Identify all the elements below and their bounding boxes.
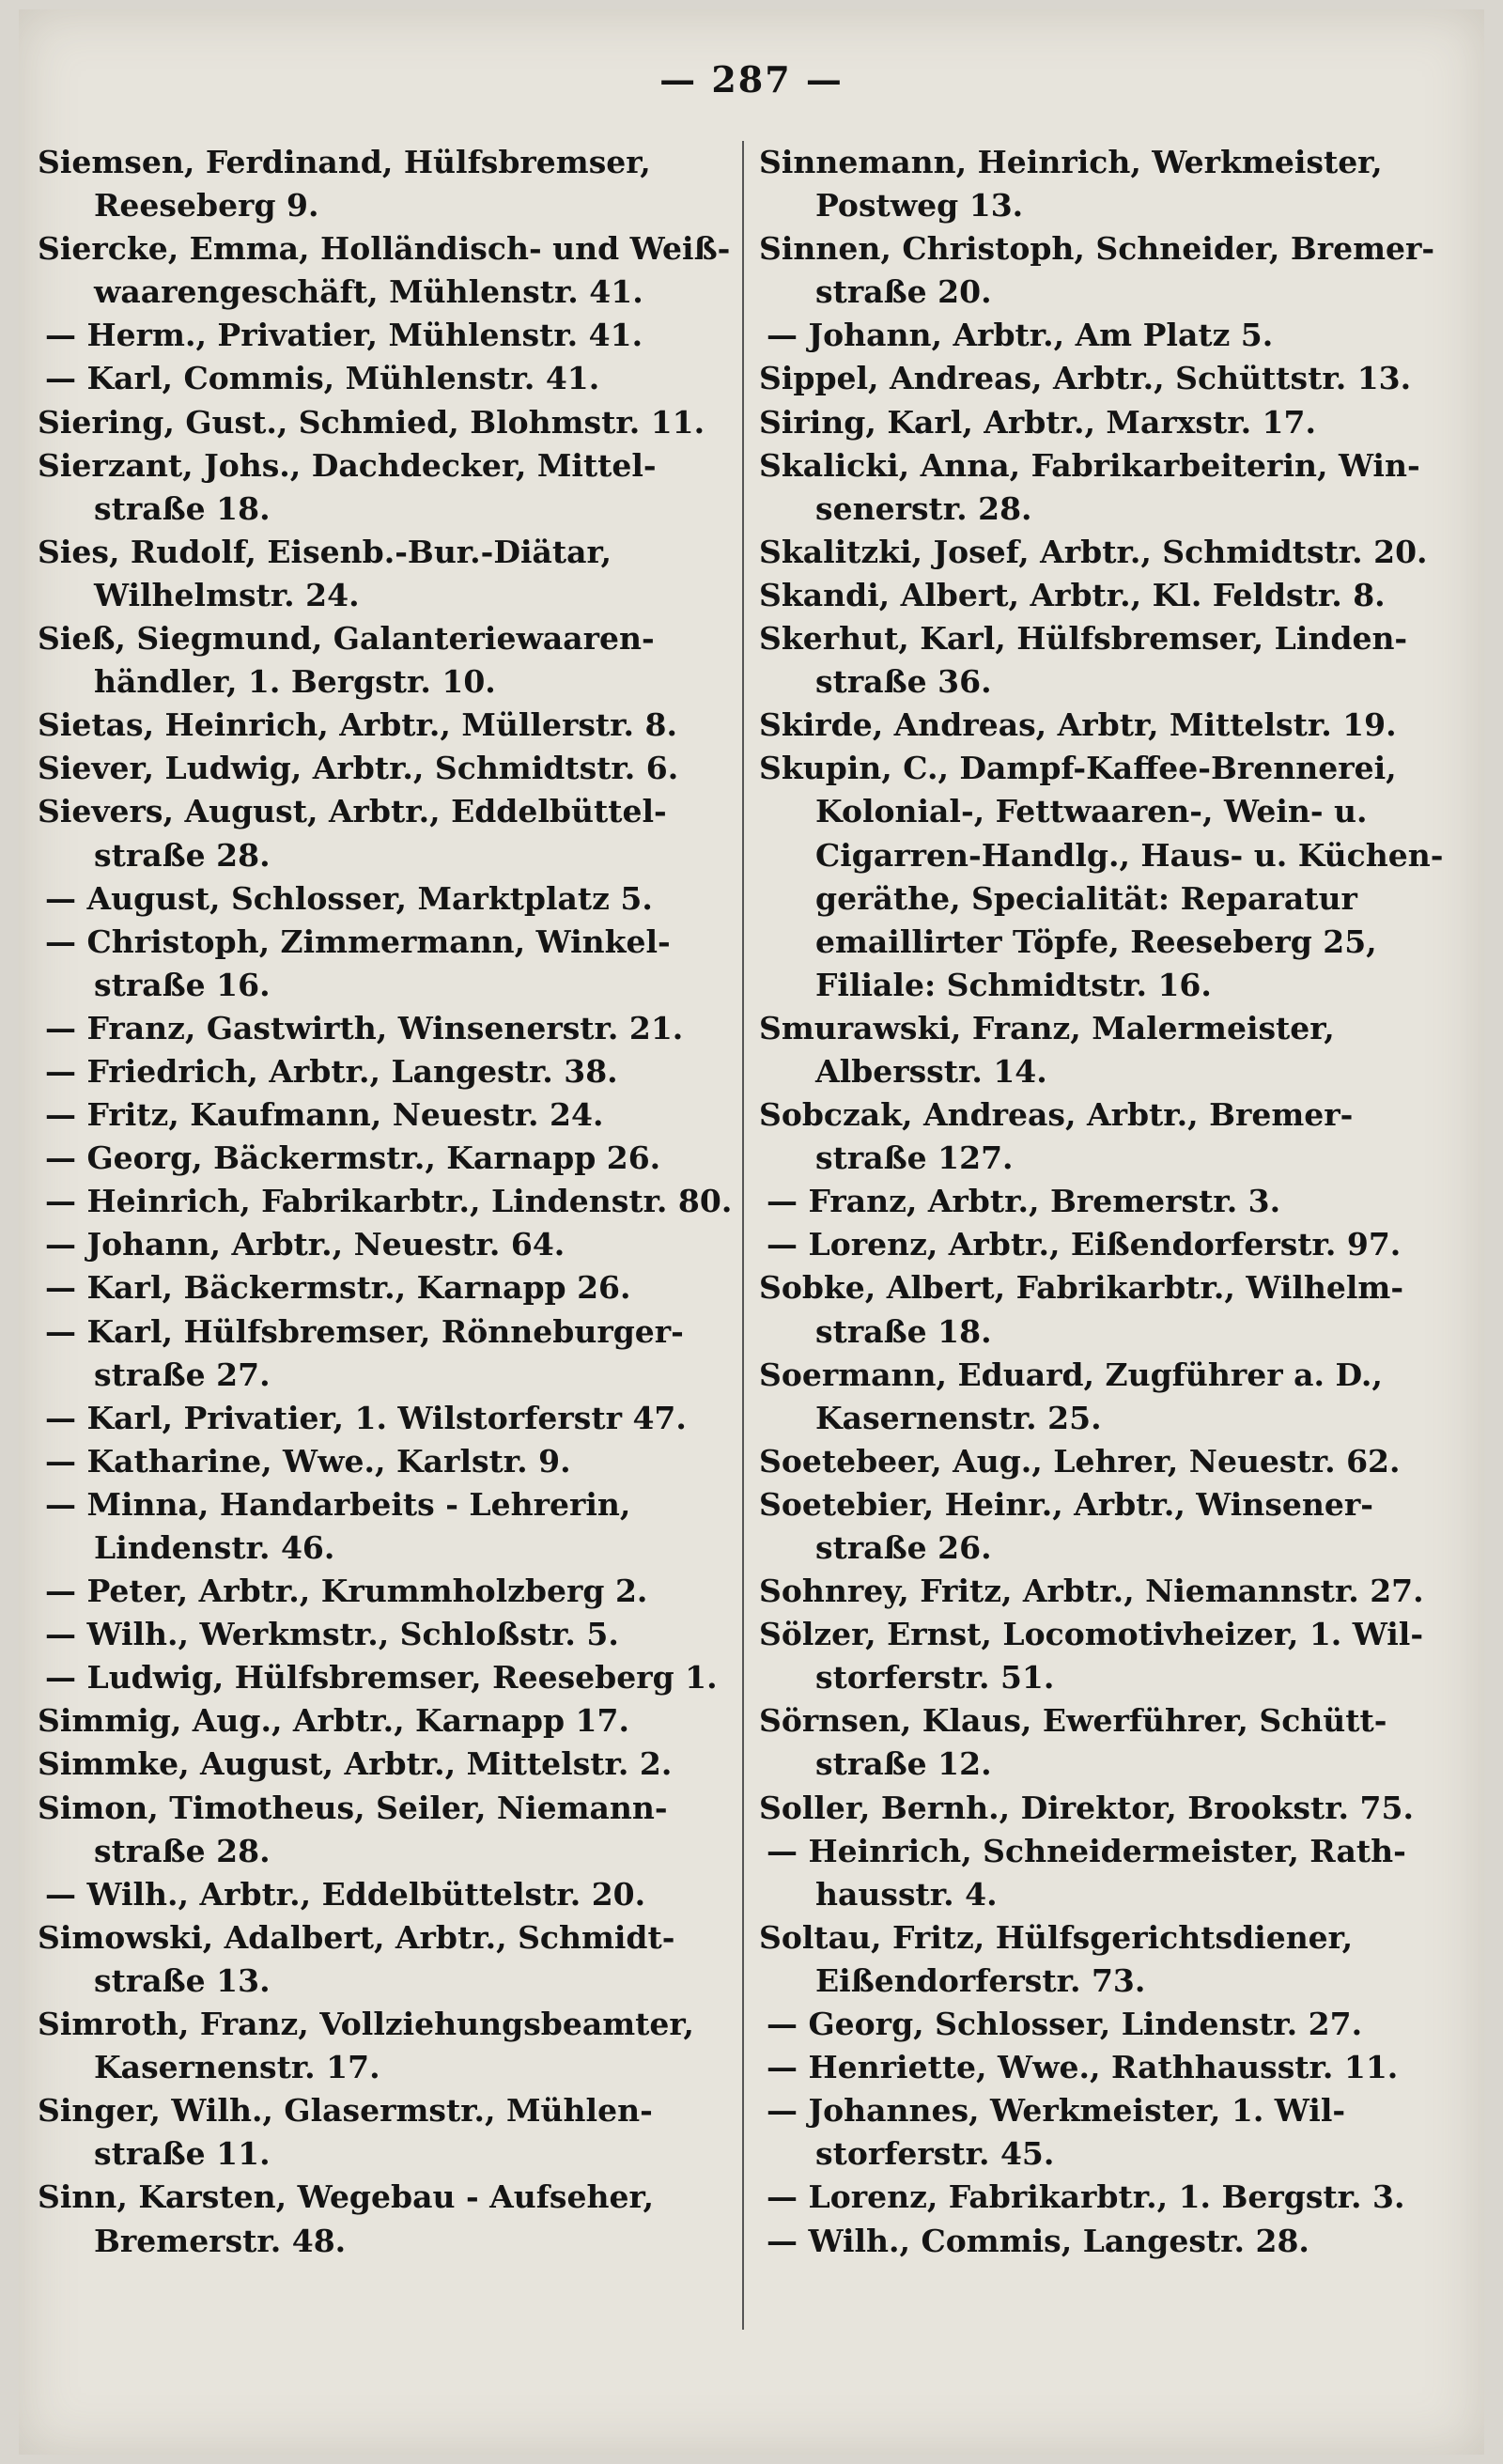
directory-entry: [38, 704, 737, 747]
entry-line: Sohnrey, Fritz, Arbtr., Niemannstr. 27.: [759, 1573, 1424, 1610]
directory-entry: [38, 444, 737, 531]
entry-continuation-line: Wilhelmstr. 24.: [94, 576, 360, 613]
entry-continuation-line: geräthe, Specialität: Reparatur: [815, 879, 1357, 917]
directory-entry: [759, 1787, 1482, 1830]
entry-line: Skalicki, Anna, Fabrikarbeiterin, Win-: [759, 446, 1420, 484]
entry-continuation-line: Bremerstr. 48.: [94, 2222, 347, 2259]
entry-line: Siever, Ludwig, Arbtr., Schmidtstr. 6.: [38, 750, 679, 787]
directory-entry: [38, 401, 737, 444]
entry-line: Sinnemann, Heinrich, Werkmeister,: [759, 144, 1383, 180]
directory-entry: [759, 617, 1482, 704]
entry-continuation-line: Reeseberg 9.: [94, 187, 319, 225]
left-column: [38, 141, 737, 2263]
entry-line: Soetebier, Heinr., Arbtr., Winsener-: [759, 1485, 1373, 1523]
entry-line: Simowski, Adalbert, Arbtr., Schmidt-: [38, 1918, 675, 1956]
entry-continuation-line: straße 127.: [815, 1139, 1014, 1177]
entry-line: Sippel, Andreas, Arbtr., Schüttstr. 13.: [759, 360, 1412, 397]
entry-continuation-line: Albersstr. 14.: [815, 1052, 1047, 1090]
entry-line: Skupin, C., Dampf-Kaffee-Brennerei,: [759, 750, 1397, 787]
entry-continuation-line: Kasernenstr. 17.: [94, 2049, 380, 2086]
directory-subentry: [38, 1007, 737, 1050]
directory-entry: [759, 444, 1482, 531]
directory-entry: [38, 141, 737, 227]
entry-line: — Karl, Hülfsbremser, Rönneburger-: [45, 1312, 684, 1350]
entry-line: — Christoph, Zimmermann, Winkel-: [45, 922, 671, 960]
entry-line: — Karl, Bäckermstr., Karnapp 26.: [45, 1269, 631, 1307]
directory-subentry: [759, 2176, 1482, 2219]
directory-subentry: [38, 1137, 737, 1180]
right-column: [759, 141, 1482, 2263]
entry-line: — Franz, Gastwirth, Winsenerstr. 21.: [45, 1009, 684, 1046]
entry-line: Simroth, Franz, Vollziehungsbeamter,: [38, 2006, 694, 2043]
directory-entry: [759, 1916, 1482, 2003]
directory-entry: [759, 227, 1482, 314]
directory-subentry: [38, 1873, 737, 1916]
directory-subentry: [759, 2046, 1482, 2089]
entry-line: Soller, Bernh., Direktor, Brookstr. 75.: [759, 1789, 1414, 1826]
entry-line: — Ludwig, Hülfsbremser, Reeseberg 1.: [45, 1659, 718, 1697]
directory-entry: [38, 1699, 737, 1743]
entry-line: — Johann, Arbtr., Neuestr. 64.: [45, 1226, 566, 1263]
directory-subentry: [759, 2089, 1482, 2176]
entry-line: Skerhut, Karl, Hülfsbremser, Linden-: [759, 620, 1408, 658]
entry-line: Soermann, Eduard, Zugführer a. D.,: [759, 1356, 1383, 1393]
directory-entry: [759, 1699, 1482, 1786]
entry-line: — Johann, Arbtr., Am Platz 5.: [767, 317, 1274, 354]
directory-entry: [38, 617, 737, 704]
directory-subentry: [759, 2220, 1482, 2263]
directory-page: [19, 9, 1484, 2455]
entry-continuation-line: straße 13.: [94, 1961, 271, 1999]
entry-continuation-line: Kolonial-, Fettwaaren-, Wein- u.: [815, 793, 1368, 830]
entry-line: — Georg, Schlosser, Lindenstr. 27.: [767, 2006, 1363, 2043]
entry-line: — Wilh., Arbtr., Eddelbüttelstr. 20.: [45, 1875, 646, 1913]
entry-line: Soltau, Fritz, Hülfsgerichtsdiener,: [759, 1918, 1354, 1956]
entry-line: Sobke, Albert, Fabrikarbtr., Wilhelm-: [759, 1269, 1404, 1307]
directory-subentry: [759, 1830, 1482, 1916]
entry-continuation-line: straße 26.: [815, 1529, 992, 1566]
entry-line: — Wilh., Werkmstr., Schloßstr. 5.: [45, 1616, 619, 1653]
directory-entry: [38, 747, 737, 790]
directory-subentry: [38, 1266, 737, 1309]
entry-line: — Heinrich, Schneidermeister, Rath-: [767, 1832, 1406, 1869]
directory-entry: [759, 574, 1482, 617]
directory-subentry: [759, 2003, 1482, 2046]
directory-entry: [38, 1916, 737, 2003]
entry-line: Sietas, Heinrich, Arbtr., Müllerstr. 8.: [38, 706, 677, 744]
entry-line: Sievers, August, Arbtr., Eddelbüttel-: [38, 793, 667, 830]
entry-line: Sierzant, Johs., Dachdecker, Mittel-: [38, 446, 657, 484]
entry-continuation-line: Filiale: Schmidtstr. 16.: [815, 966, 1212, 1003]
directory-entry: [38, 1787, 737, 1873]
entry-line: — Heinrich, Fabrikarbtr., Lindenstr. 80.: [45, 1183, 733, 1220]
entry-line: — Henriette, Wwe., Rathhausstr. 11.: [767, 2049, 1399, 2086]
entry-line: Soetebeer, Aug., Lehrer, Neuestr. 62.: [759, 1442, 1401, 1480]
entry-line: — Minna, Handarbeits - Lehrerin,: [45, 1485, 631, 1523]
entry-continuation-line: storferstr. 51.: [815, 1659, 1055, 1697]
directory-subentry: [759, 314, 1482, 357]
directory-subentry: [38, 357, 737, 400]
entry-continuation-line: senerstr. 28.: [815, 489, 1032, 527]
entry-line: Sinnen, Christoph, Schneider, Bremer-: [759, 230, 1435, 268]
entry-line: — Katharine, Wwe., Karlstr. 9.: [45, 1442, 571, 1480]
directory-subentry: [38, 1397, 737, 1440]
entry-line: — Karl, Commis, Mühlenstr. 41.: [45, 360, 600, 397]
entry-continuation-line: straße 12.: [815, 1745, 992, 1783]
entry-continuation-line: händler, 1. Bergstr. 10.: [94, 663, 496, 701]
entry-line: Sinn, Karsten, Wegebau - Aufseher,: [38, 2178, 654, 2216]
entry-line: Simmke, August, Arbtr., Mittelstr. 2.: [38, 1745, 673, 1783]
directory-entry: [759, 1613, 1482, 1699]
entry-line: Siemsen, Ferdinand, Hülfsbremser,: [38, 144, 651, 180]
directory-entry: [759, 531, 1482, 574]
directory-entry: [38, 2089, 737, 2176]
entry-continuation-line: Lindenstr. 46.: [94, 1529, 335, 1566]
entry-line: Sieß, Siegmund, Galanteriewaaren-: [38, 620, 655, 658]
page-number: — 287 —: [659, 58, 844, 101]
directory-entry: [759, 1354, 1482, 1440]
entry-continuation-line: straße 20.: [815, 273, 992, 311]
entry-line: — Georg, Bäckermstr., Karnapp 26.: [45, 1139, 661, 1177]
entry-line: Singer, Wilh., Glasermstr., Mühlen-: [38, 2092, 653, 2130]
entry-line: Simon, Timotheus, Seiler, Niemann-: [38, 1789, 668, 1826]
entry-line: Sies, Rudolf, Eisenb.-Bur.-Diätar,: [38, 533, 612, 570]
entry-line: — Lorenz, Arbtr., Eißendorferstr. 97.: [767, 1226, 1402, 1263]
entry-line: Skalitzki, Josef, Arbtr., Schmidtstr. 20.: [759, 533, 1428, 570]
directory-subentry: [38, 877, 737, 921]
entry-continuation-line: straße 16.: [94, 966, 271, 1003]
directory-subentry: [759, 1180, 1482, 1223]
entry-continuation-line: Postweg 13.: [815, 187, 1024, 225]
directory-entry: [38, 2176, 737, 2262]
entry-continuation-line: emaillirter Töpfe, Reeseberg 25,: [815, 922, 1377, 960]
directory-subentry: [38, 1223, 737, 1266]
entry-line: — Johannes, Werkmeister, 1. Wil-: [767, 2092, 1346, 2130]
entry-continuation-line: hausstr. 4.: [815, 1875, 998, 1913]
directory-entry: [759, 141, 1482, 227]
entry-continuation-line: Kasernenstr. 25.: [815, 1399, 1102, 1436]
entry-line: — Peter, Arbtr., Krummholzberg 2.: [45, 1573, 648, 1610]
directory-entry: [759, 747, 1482, 1007]
directory-subentry: [38, 1093, 737, 1137]
entry-line: — Lorenz, Fabrikarbtr., 1. Bergstr. 3.: [767, 2178, 1405, 2216]
entry-line: Siering, Gust., Schmied, Blohmstr. 11.: [38, 403, 705, 441]
entry-continuation-line: straße 28.: [94, 1832, 271, 1869]
entry-continuation-line: straße 36.: [815, 663, 992, 701]
entry-line: — Friedrich, Arbtr., Langestr. 38.: [45, 1052, 618, 1090]
directory-subentry: [38, 1570, 737, 1613]
directory-entry: [759, 704, 1482, 747]
entry-line: Smurawski, Franz, Malermeister,: [759, 1009, 1335, 1046]
entry-continuation-line: waarengeschäft, Mühlenstr. 41.: [94, 273, 643, 311]
directory-subentry: [38, 1656, 737, 1699]
entry-line: Skandi, Albert, Arbtr., Kl. Feldstr. 8.: [759, 576, 1386, 613]
directory-entry: [38, 790, 737, 876]
entry-line: — Karl, Privatier, 1. Wilstorferstr 47.: [45, 1399, 687, 1436]
entry-line: — Franz, Arbtr., Bremerstr. 3.: [767, 1183, 1281, 1220]
entry-continuation-line: straße 18.: [815, 1312, 992, 1350]
entry-continuation-line: Cigarren-Handlg., Haus- u. Küchen-: [815, 836, 1444, 874]
directory-subentry: [38, 1180, 737, 1223]
directory-entry: [759, 1483, 1482, 1570]
directory-subentry: [38, 921, 737, 1007]
entry-line: Skirde, Andreas, Arbtr, Mittelstr. 19.: [759, 706, 1397, 744]
directory-subentry: [38, 1483, 737, 1570]
directory-subentry: [38, 1440, 737, 1483]
directory-entry: [759, 1007, 1482, 1093]
entry-line: Siercke, Emma, Holländisch- und Weiß-: [38, 230, 731, 268]
directory-entry: [759, 1440, 1482, 1483]
entry-continuation-line: straße 27.: [94, 1356, 271, 1393]
entry-line: Sölzer, Ernst, Locomotivheizer, 1. Wil-: [759, 1616, 1424, 1653]
directory-subentry: [38, 1613, 737, 1656]
column-divider: [742, 141, 744, 2330]
entry-line: Simmig, Aug., Arbtr., Karnapp 17.: [38, 1702, 629, 1740]
directory-entry: [38, 227, 737, 314]
entry-line: — Herm., Privatier, Mühlenstr. 41.: [45, 317, 643, 354]
entry-continuation-line: straße 18.: [94, 489, 271, 527]
entry-line: Siring, Karl, Arbtr., Marxstr. 17.: [759, 403, 1316, 441]
entry-continuation-line: straße 11.: [94, 2135, 271, 2173]
directory-entry: [38, 531, 737, 617]
directory-subentry: [759, 1223, 1482, 1266]
directory-entry: [759, 1093, 1482, 1180]
directory-entry: [38, 1743, 737, 1786]
directory-entry: [759, 1266, 1482, 1353]
entry-continuation-line: storferstr. 45.: [815, 2135, 1055, 2173]
entry-line: — Wilh., Commis, Langestr. 28.: [767, 2222, 1309, 2259]
directory-entry: [759, 357, 1482, 400]
directory-subentry: [38, 1310, 737, 1397]
entry-line: — August, Schlosser, Marktplatz 5.: [45, 879, 653, 917]
directory-subentry: [38, 1050, 737, 1093]
entry-line: — Fritz, Kaufmann, Neuestr. 24.: [45, 1096, 604, 1134]
entry-continuation-line: straße 28.: [94, 836, 271, 874]
entry-line: Sobczak, Andreas, Arbtr., Bremer-: [759, 1096, 1354, 1134]
entry-continuation-line: Eißendorferstr. 73.: [815, 1961, 1146, 1999]
directory-entry: [759, 1570, 1482, 1613]
directory-entry: [759, 401, 1482, 444]
entry-line: Sörnsen, Klaus, Ewerführer, Schütt-: [759, 1702, 1387, 1740]
directory-entry: [38, 2003, 737, 2089]
directory-subentry: [38, 314, 737, 357]
